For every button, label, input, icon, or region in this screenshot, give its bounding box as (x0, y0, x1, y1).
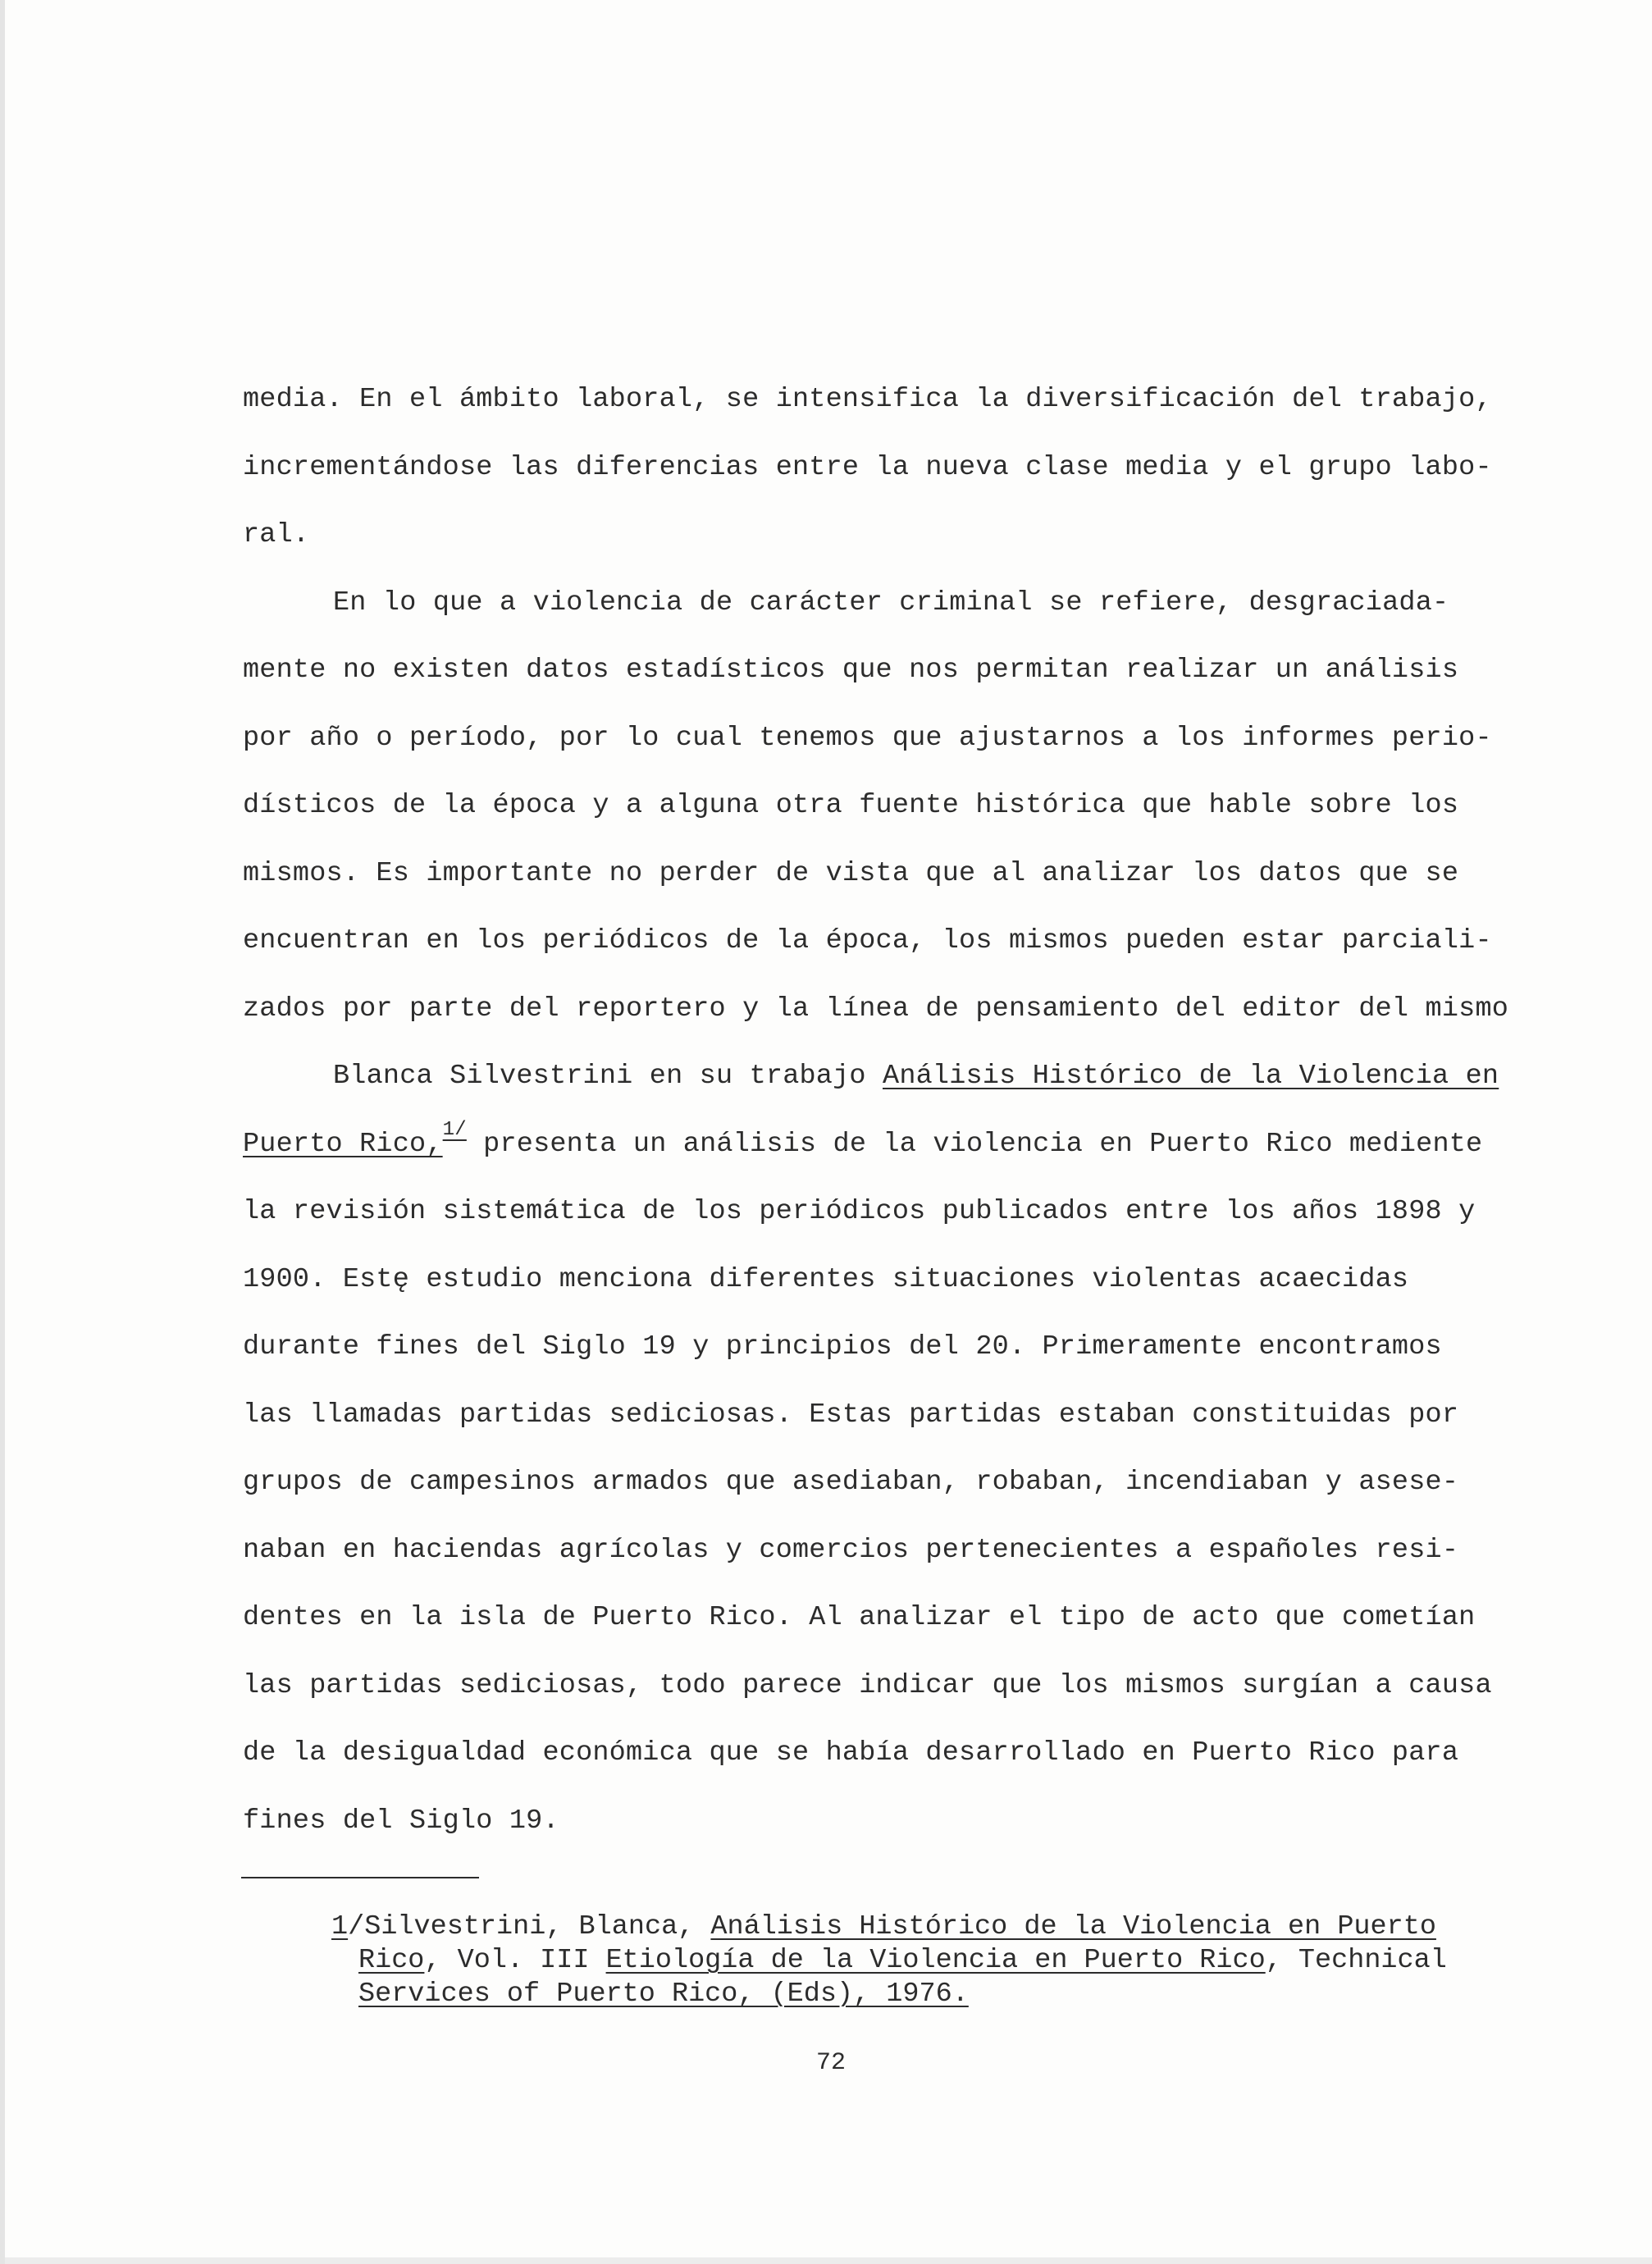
work-title: Puerto Rico, (243, 1128, 443, 1160)
text-span: /Silvestrini, Blanca, (348, 1911, 711, 1942)
text-line: zados por parte del reportero y la línea de pensamiento del editor del mismo (243, 993, 1509, 1025)
text-line: dentes en la isla de Puerto Rico. Al analizar el tipo de acto que cometían (243, 1602, 1476, 1633)
text-line (243, 1118, 1522, 1197)
text-line: las llamadas partidas sediciosas. Estas partidas estaban constituidas por (243, 1399, 1459, 1431)
text-span: Blanca Silvestrini en su trabajo (333, 1061, 883, 1092)
text-line (243, 1061, 1522, 1129)
text-line: 1900. Estę estudio menciona diferentes situaciones violentas acaecidas (243, 1263, 1409, 1295)
text-span: presenta un análisis de la violencia en Puerto Rico mediente (466, 1128, 1483, 1160)
work-title: Rico (358, 1945, 425, 1976)
text-line: fines del Siglo 19. (243, 1805, 559, 1837)
text-line: dísticos de la época y a alguna otra fuente histórica que hable sobre los (243, 790, 1459, 821)
text-span: , Vol. III (424, 1945, 606, 1976)
text-line: incrementándose las diferencias entre la nueva clase media y el grupo labo- (243, 451, 1492, 483)
text-line: mente no existen datos estadísticos que nos permitan realizar un análisis (243, 655, 1459, 686)
text-line: ral. (243, 519, 310, 550)
scan-bottom-edge (5, 2257, 1652, 2264)
text-line: encuentran en los periódicos de la época, los mismos pueden estar parciali- (243, 925, 1492, 956)
text-line: naban en haciendas agrícolas y comercios pertenecientes a españoles resi- (243, 1534, 1459, 1566)
text-span: , Technical (1265, 1945, 1447, 1976)
footnote-reference: 1/ (442, 1118, 467, 1141)
text-line: durante fines del Siglo 19 y principios del 20. Primeramente encontramos (243, 1331, 1442, 1363)
text-line: media. En el ámbito laboral, se intensifica la diversificación del trabajo, (243, 384, 1492, 415)
text-line: por año o período, por lo cual tenemos que ajustarnos a los informes perio- (243, 722, 1492, 754)
text-line: mismos. Es importante no perder de vista que al analizar los datos que se (243, 857, 1459, 889)
footnote-line (331, 1979, 1521, 2012)
footnote-divider (241, 1877, 479, 1878)
text-line: de la desigualdad económica que se había desarrollado en Puerto Rico para (243, 1737, 1459, 1769)
footnote-line (331, 1911, 1521, 1945)
footnote-line (331, 1945, 1521, 1979)
text-line: grupos de campesinos armados que asediaban, robaban, incendiaban y asese- (243, 1467, 1459, 1498)
text-span: Services of Puerto Rico, (Eds), 1976. (358, 1979, 969, 2010)
body-text (243, 384, 1522, 1873)
text-line: las partidas sediciosas, todo parece indicar que los mismos surgían a causa (243, 1669, 1492, 1701)
footnote-marker: 1 (331, 1911, 349, 1942)
work-title: Etiología de la Violencia en Puerto Rico (605, 1945, 1266, 1976)
page-number: 72 (815, 2049, 846, 2077)
work-title: Análisis Histórico de la Violencia en Puerto (710, 1911, 1436, 1942)
footnote (331, 1911, 1521, 2012)
text-line: En lo que a violencia de carácter criminal se refiere, desgraciada- (333, 587, 1449, 618)
work-title: Análisis Histórico de la Violencia en (883, 1061, 1499, 1092)
text-line: la revisión sistemática de los periódicos publicados entre los años 1898 y (243, 1196, 1476, 1227)
